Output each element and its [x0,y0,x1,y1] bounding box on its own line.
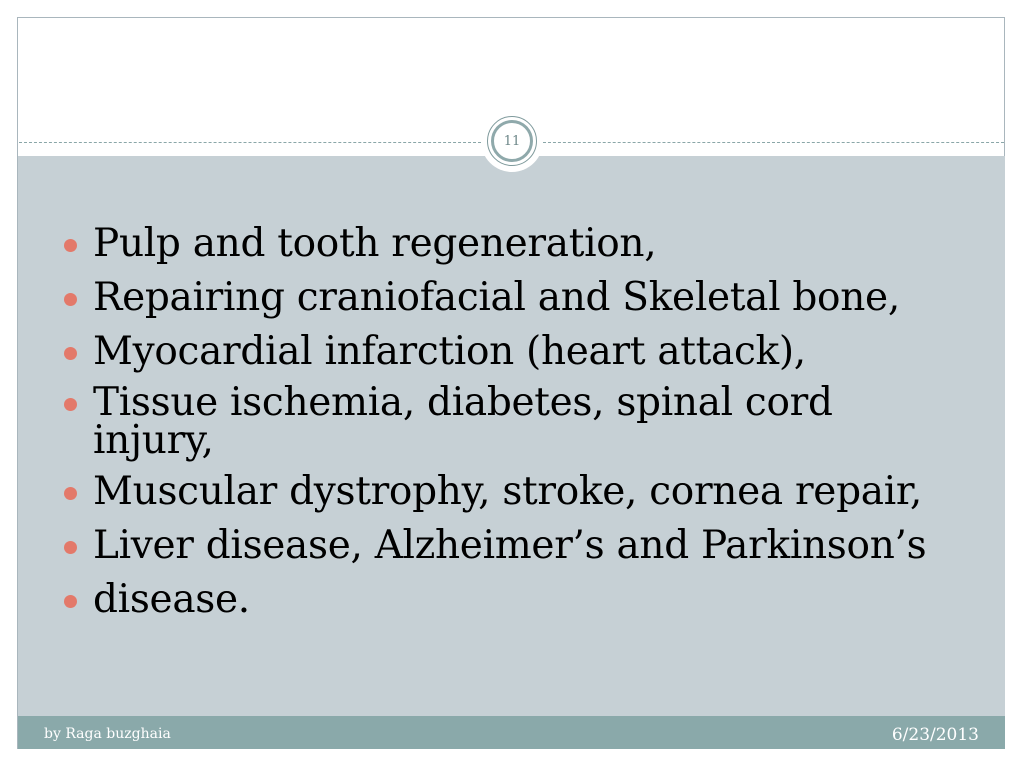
bullet-dot-icon [64,347,77,360]
bullet-dot-icon [64,239,77,252]
bullet-text-continuation: injury, [93,418,214,463]
header-divider-right [543,142,1004,143]
bullet-text: Pulp and tooth regeneration, [93,221,657,266]
bullet-item [64,330,984,374]
bullet-text: Muscular dystrophy, stroke, cornea repair, [93,469,923,514]
bullet-text: Repairing craniofacial and Skeletal bone, [93,275,900,320]
bullet-item [64,524,984,568]
bullet-text: Tissue ischemia, diabetes, spinal cord [93,380,833,425]
page-number-badge [487,116,537,166]
bullet-item [64,380,984,463]
bullet-dot-icon [64,541,77,554]
footer-date: 6/23/2013 [891,725,979,745]
bullet-dot-icon [64,487,77,500]
page-number: 11 [503,133,521,149]
page-number-ring [491,120,533,162]
bullet-text: disease. [93,577,250,622]
bullet-text: Myocardial infarction (heart attack), [93,329,806,374]
bullet-dot-icon [64,398,77,411]
footer-author: by Raga buzghaia [44,726,171,742]
bullet-text: Liver disease, Alzheimer’s and Parkinson’s [93,523,927,568]
bullet-item [64,470,984,514]
bullet-item [64,276,984,320]
bullet-item [64,222,984,266]
footer-bar [18,716,1005,749]
header-divider-left [19,142,481,143]
bullet-item [64,578,984,622]
bullet-list [64,222,984,632]
bullet-dot-icon [64,293,77,306]
bullet-dot-icon [64,595,77,608]
